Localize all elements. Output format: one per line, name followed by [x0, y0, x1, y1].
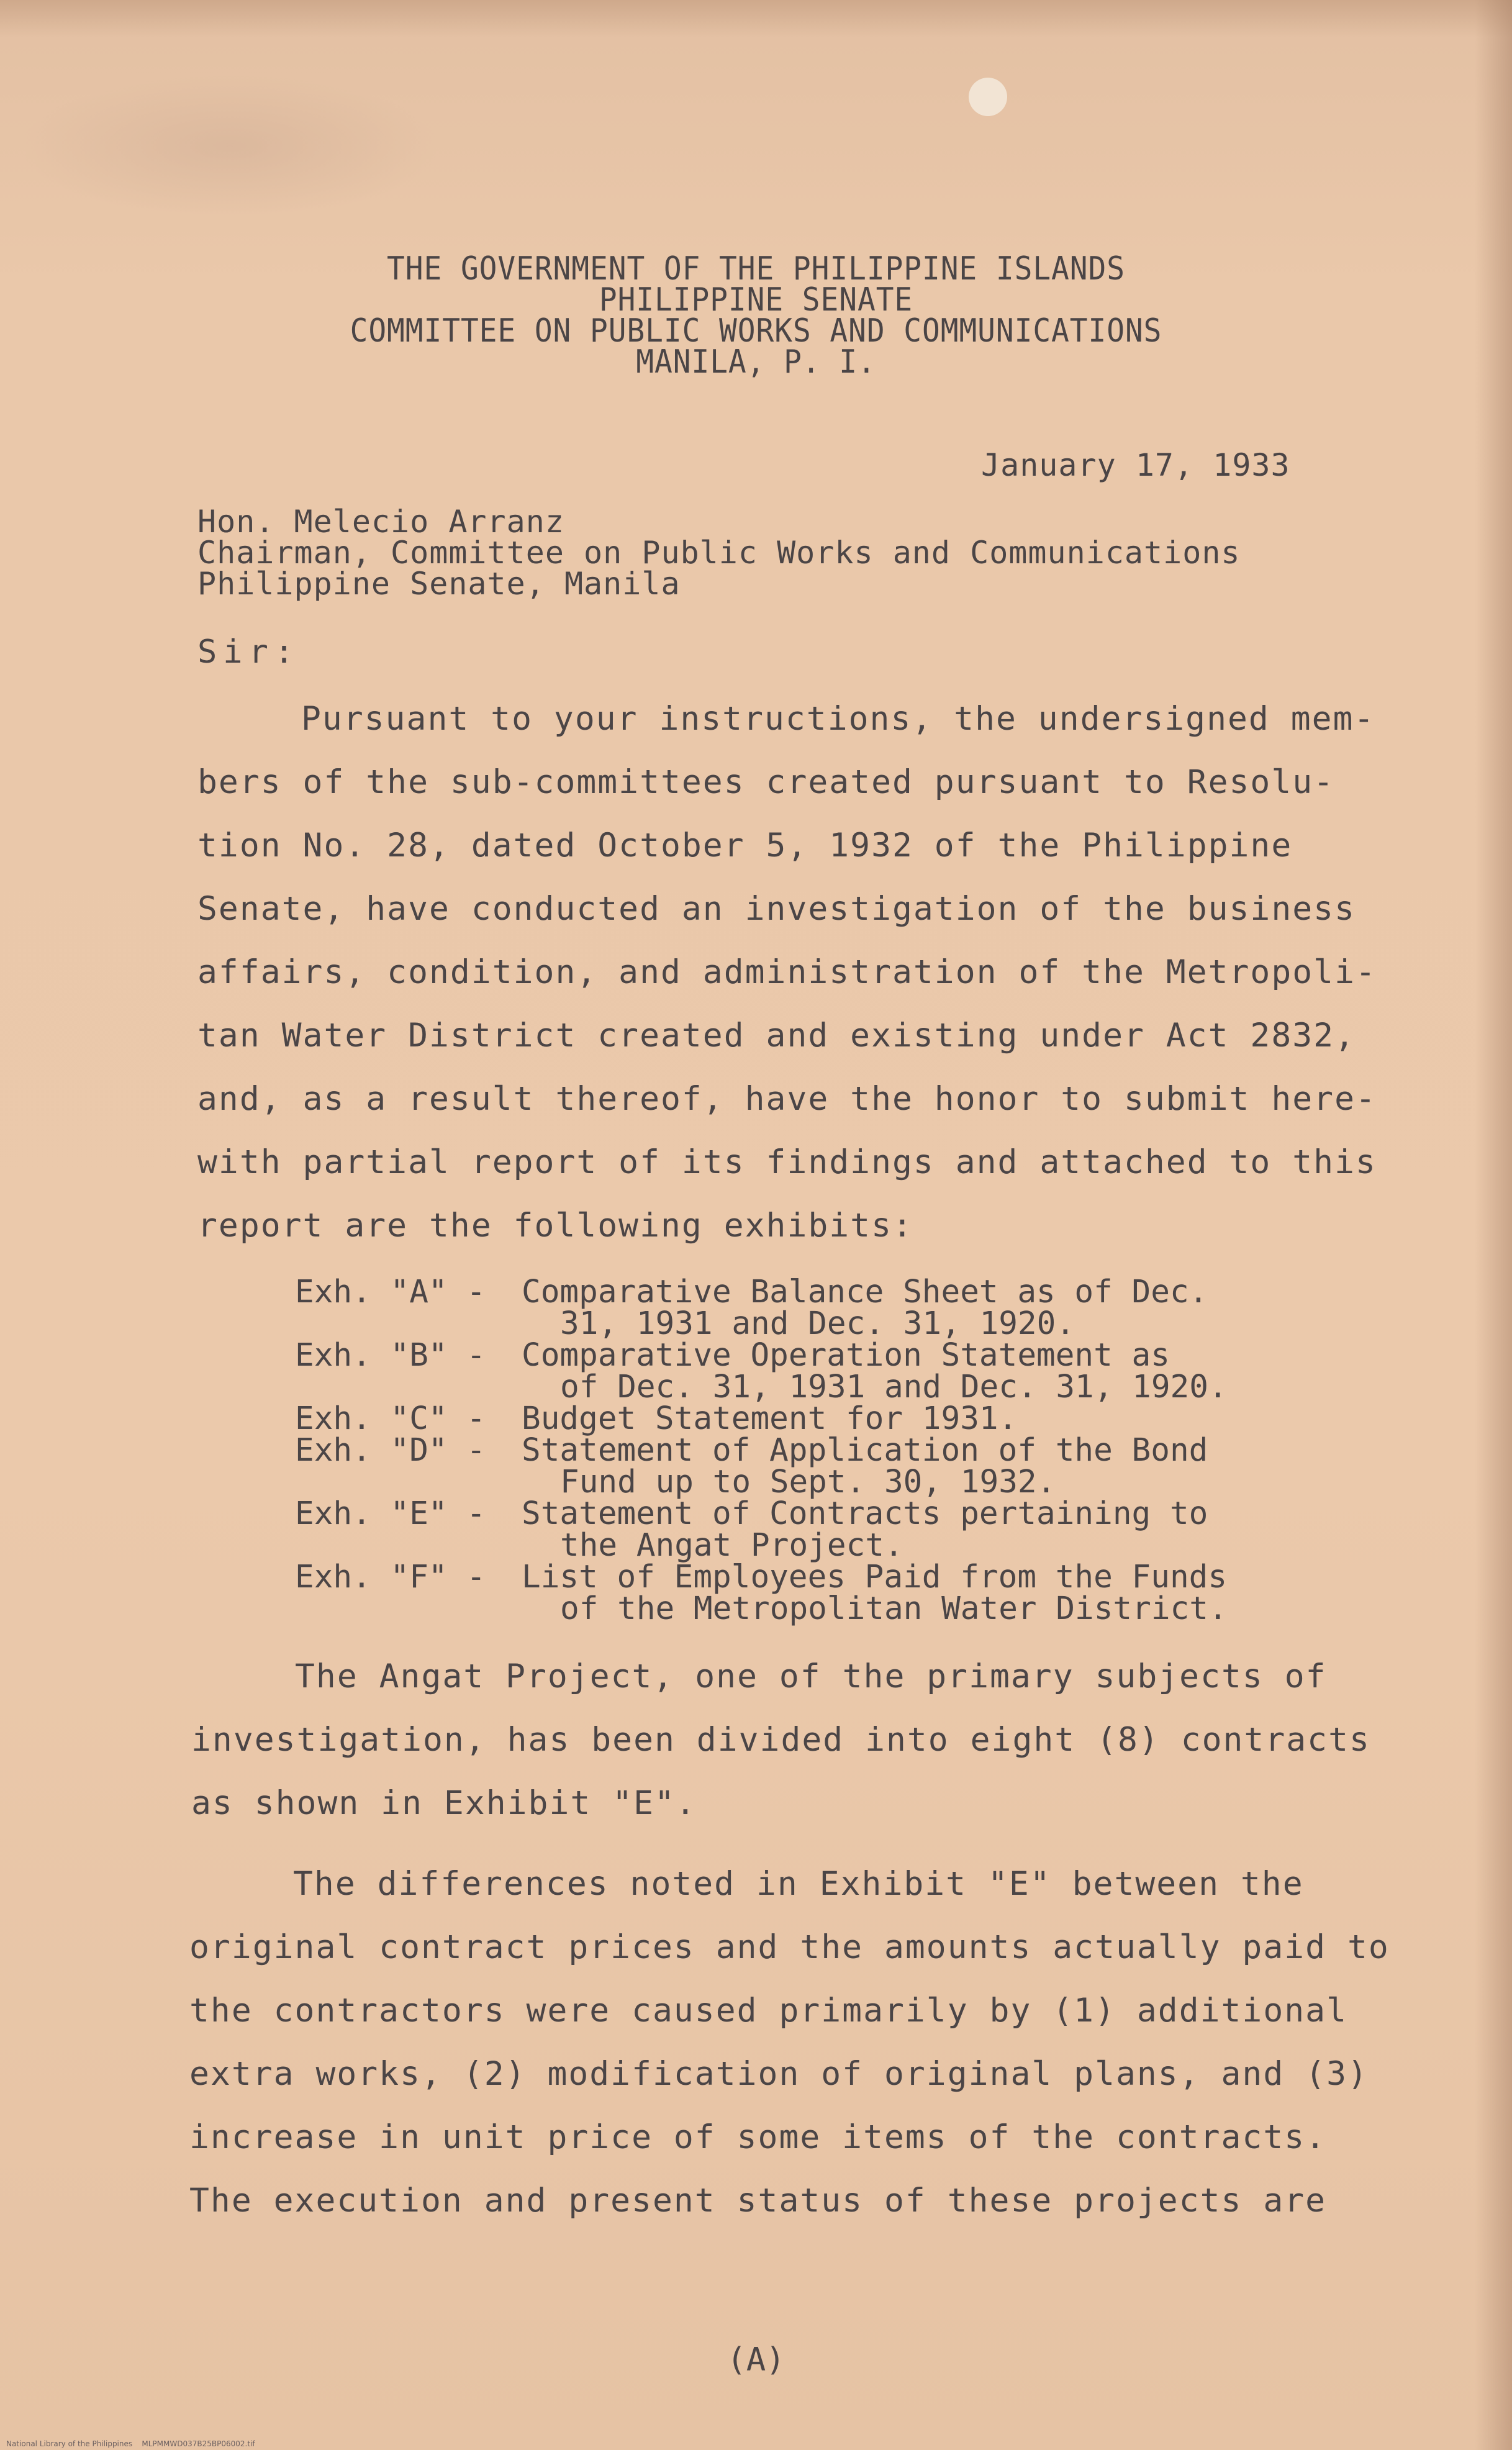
exhibit-description: [522, 1276, 1208, 1340]
body-line: Senate, have conducted an investigation of the business: [197, 890, 1356, 928]
body-line: The Angat Project, one of the primary subjects of: [295, 1658, 1327, 1695]
exhibit-desc-line: the Angat Project.: [560, 1527, 903, 1564]
body-line: bers of the sub-committees created pursuant to Resolu-: [197, 763, 1335, 801]
exhibit-label: Exh. "D" -: [295, 1432, 486, 1469]
body-line: and, as a result thereof, have the honor to submit here-: [197, 1080, 1377, 1118]
addressee-block: [197, 504, 1241, 602]
exhibit-description: [522, 1400, 1018, 1437]
exhibit-desc-line: Statement of Contracts pertaining to: [522, 1495, 1208, 1532]
body-line: as shown in Exhibit "E".: [191, 1784, 697, 1822]
exhibit-desc-line: Fund up to Sept. 30, 1932.: [560, 1464, 1056, 1500]
body-line: investigation, has been divided into eight (8) contracts: [191, 1721, 1370, 1759]
page-marker: (A): [727, 2341, 785, 2379]
exhibit-label: Exh. "A" -: [295, 1274, 486, 1310]
addressee-title: Chairman, Committee on Public Works and Communications: [197, 535, 1241, 571]
letterhead-line-4: MANILA, P. I.: [636, 343, 876, 381]
addressee-name: Hon. Melecio Arranz: [197, 504, 564, 540]
exhibit-desc-line: Comparative Operation Statement as: [522, 1337, 1170, 1374]
exhibit-description: [522, 1337, 1228, 1405]
paper-stain: [19, 75, 441, 217]
body-line: extra works, (2) modification of original plans, and (3): [189, 2055, 1369, 2093]
letterhead: [0, 250, 1512, 381]
exhibit-label: Exh. "F" -: [295, 1559, 486, 1595]
exhibit-desc-line: Budget Statement for 1931.: [522, 1400, 1018, 1437]
salutation: Sir:: [197, 633, 301, 671]
punch-hole: [969, 78, 1007, 116]
exhibit-desc-line: of the Metropolitan Water District.: [560, 1590, 1228, 1627]
letterhead-line-3: COMMITTEE ON PUBLIC WORKS AND COMMUNICATIONS: [350, 312, 1162, 350]
body-line: tan Water District created and existing under Act 2832,: [197, 1017, 1356, 1055]
letterhead-line-2: PHILIPPINE SENATE: [599, 281, 913, 319]
exhibit-label: Exh. "C" -: [295, 1400, 486, 1437]
body-line: The differences noted in Exhibit "E" between the: [293, 1865, 1304, 1903]
exhibit-desc-line: Statement of Application of the Bond: [522, 1432, 1208, 1469]
exhibit-desc-line: of Dec. 31, 1931 and Dec. 31, 1920.: [560, 1369, 1228, 1405]
exhibit-desc-line: List of Employees Paid from the Funds: [522, 1559, 1228, 1595]
body-line: The execution and present status of these projects are: [189, 2182, 1327, 2220]
exhibit-label: Exh. "B" -: [295, 1337, 486, 1374]
scan-tag: National Library of the Philippines MLPMMWD037B25BP06002.tif: [6, 2439, 255, 2448]
body-line: affairs, condition, and administration of the Metropoli-: [197, 953, 1377, 991]
letterhead-line-1: THE GOVERNMENT OF THE PHILIPPINE ISLANDS: [387, 250, 1125, 288]
body-line: the contractors were caused primarily by (1) additional: [189, 1992, 1347, 2030]
exhibit-description: [522, 1432, 1208, 1500]
addressee-place: Philippine Senate, Manila: [197, 566, 681, 602]
body-line: increase in unit price of some items of the contracts.: [189, 2118, 1327, 2156]
body-line: original contract prices and the amounts actually paid to: [189, 1928, 1390, 1966]
letter-date: January 17, 1933: [981, 447, 1290, 483]
exhibit-desc-line: Comparative Balance Sheet as of Dec.: [522, 1274, 1208, 1310]
body-line: with partial report of its findings and attached to this: [197, 1143, 1377, 1181]
paper-edge-top: [0, 0, 1512, 37]
exhibit-desc-line: 31, 1931 and Dec. 31, 1920.: [560, 1305, 1075, 1342]
body-line: report are the following exhibits:: [197, 1207, 913, 1245]
exhibit-label: Exh. "E" -: [295, 1495, 486, 1532]
body-line: Pursuant to your instructions, the undersigned mem-: [301, 700, 1375, 738]
exhibit-description: [522, 1495, 1208, 1564]
body-line: tion No. 28, dated October 5, 1932 of the Philippine: [197, 827, 1293, 864]
exhibit-description: [522, 1561, 1228, 1625]
